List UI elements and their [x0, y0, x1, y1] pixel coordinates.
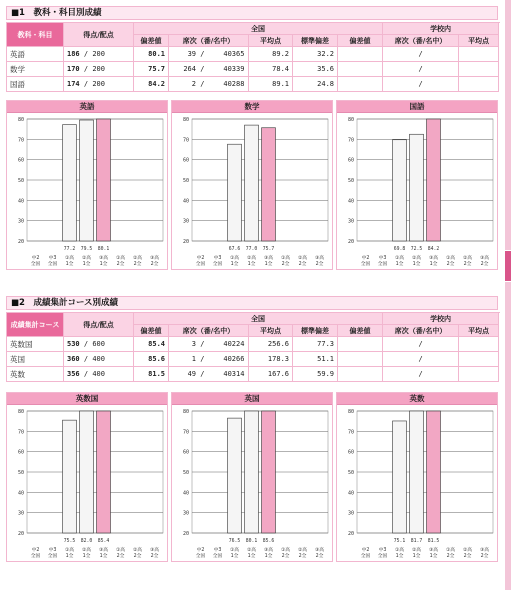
- bar: [427, 411, 441, 533]
- x-tick-label: 中2: [361, 256, 370, 261]
- col-stddev: 標準偏差: [293, 325, 338, 337]
- row-name: 英数: [7, 367, 64, 382]
- x-tick-label: ③高: [428, 548, 439, 553]
- data-label: 82.0: [80, 539, 93, 544]
- x-tick-label: ②高: [411, 256, 422, 261]
- data-label: 79.5: [80, 247, 93, 252]
- row-deviation: 81.5: [134, 367, 169, 382]
- table-row: [7, 367, 499, 382]
- row-score: 186 / 200: [64, 47, 134, 62]
- row-name: 英国: [7, 352, 64, 367]
- y-tick-label: 30: [17, 510, 24, 517]
- y-tick-label: 80: [17, 409, 24, 415]
- x-tick-label: ②高: [462, 548, 473, 553]
- x-tick-label: 1全: [230, 262, 239, 267]
- chart-english: [6, 100, 168, 270]
- row-school-rank: /: [383, 337, 459, 352]
- bar: [245, 411, 259, 533]
- y-tick-label: 50: [17, 178, 24, 184]
- x-tick-label: 2全: [446, 262, 455, 267]
- y-tick-label: 70: [347, 429, 354, 436]
- row-deviation: 84.2: [134, 77, 169, 92]
- col-school-average: 平均点: [459, 35, 499, 47]
- x-tick-label: 2全: [116, 262, 125, 267]
- row-school-average: [459, 77, 499, 92]
- row-average: 178.3: [249, 352, 293, 367]
- bar: [63, 420, 77, 533]
- bar: [410, 411, 424, 533]
- chart-title: 英数: [337, 393, 497, 405]
- bar: [80, 411, 94, 533]
- x-tick-label: 全国: [30, 554, 41, 559]
- y-tick-label: 70: [347, 137, 354, 144]
- x-tick-label: ②高: [297, 548, 308, 553]
- x-tick-label: 2全: [281, 554, 290, 559]
- chart-title: 英語: [7, 101, 167, 113]
- x-tick-label: 1全: [247, 554, 256, 559]
- x-tick-label: 2全: [463, 554, 472, 559]
- section2-table: [6, 312, 499, 382]
- row-score: 360 / 400: [64, 352, 134, 367]
- row-score: 530 / 600: [64, 337, 134, 352]
- col-national: 全国: [134, 313, 383, 325]
- row-average: 78.4: [249, 62, 293, 77]
- row-stddev: 35.6: [293, 62, 338, 77]
- y-tick-label: 50: [347, 178, 354, 184]
- row-name: 国語: [7, 77, 64, 92]
- table-row: [7, 352, 499, 367]
- x-tick-label: 中2: [361, 548, 370, 553]
- x-tick-label: ②高: [411, 548, 422, 553]
- x-tick-label: 全国: [360, 554, 371, 559]
- x-tick-label: 中3: [48, 548, 57, 553]
- row-school-deviation: [338, 62, 383, 77]
- row-stddev: 51.1: [293, 352, 338, 367]
- chart-title: 数学: [172, 101, 332, 113]
- chart-title: 英国: [172, 393, 332, 405]
- row-school-average: [459, 352, 499, 367]
- x-tick-label: 2全: [116, 554, 125, 559]
- data-label: 75.5: [63, 539, 76, 544]
- y-tick-label: 60: [182, 449, 189, 456]
- data-label: 80.1: [97, 247, 110, 252]
- col-subject: 成績集計コース: [7, 313, 64, 337]
- x-tick-label: 2全: [480, 262, 489, 267]
- col-deviation: 偏差値: [134, 35, 169, 47]
- y-tick-label: 20: [17, 531, 24, 537]
- x-tick-label: 中2: [31, 256, 40, 261]
- bar: [228, 418, 242, 533]
- y-tick-label: 60: [17, 157, 24, 164]
- y-tick-label: 80: [347, 409, 354, 415]
- bar: [63, 125, 77, 241]
- x-tick-label: ①高: [445, 548, 456, 553]
- bar: [97, 119, 111, 241]
- x-tick-label: 2全: [446, 554, 455, 559]
- x-tick-label: 2全: [298, 554, 307, 559]
- col-school-deviation: 偏差値: [338, 325, 383, 337]
- x-tick-label: 中2: [196, 256, 205, 261]
- x-tick-label: 1全: [412, 554, 421, 559]
- row-stddev: 77.3: [293, 337, 338, 352]
- y-tick-label: 70: [182, 429, 189, 436]
- chart-eng-math-jpn: [6, 392, 168, 562]
- y-tick-label: 40: [347, 490, 354, 497]
- row-rank: 49 / 40314: [169, 367, 249, 382]
- bar: [393, 421, 407, 533]
- row-school-rank: /: [383, 62, 459, 77]
- col-stddev: 標準偏差: [293, 35, 338, 47]
- data-label: 81.5: [427, 539, 440, 544]
- y-tick-label: 40: [17, 490, 24, 497]
- bar: [427, 119, 441, 241]
- bar: [410, 134, 424, 241]
- col-rank: 席次（番/名中）: [169, 325, 249, 337]
- x-tick-label: ②高: [132, 256, 143, 261]
- x-tick-label: 1全: [65, 554, 74, 559]
- x-tick-label: 1全: [429, 262, 438, 267]
- table-row: [7, 337, 499, 352]
- y-tick-label: 40: [182, 490, 189, 497]
- x-tick-label: ③高: [428, 256, 439, 261]
- y-tick-label: 30: [182, 218, 189, 225]
- y-tick-label: 50: [182, 470, 189, 476]
- row-average: 89.1: [249, 77, 293, 92]
- table-row: [7, 47, 499, 62]
- data-label: 85.4: [97, 539, 110, 544]
- data-label: 85.6: [262, 539, 275, 544]
- x-tick-label: ①高: [115, 548, 126, 553]
- section2-title: ■2 成績集計コース別成績: [11, 298, 119, 308]
- x-tick-label: ②高: [81, 256, 92, 261]
- y-tick-label: 50: [17, 470, 24, 476]
- x-tick-label: ②高: [81, 548, 92, 553]
- row-school-deviation: [338, 47, 383, 62]
- x-tick-label: 1全: [395, 262, 404, 267]
- x-tick-label: 中3: [48, 256, 57, 261]
- row-name: 英数国: [7, 337, 64, 352]
- x-tick-label: 2全: [150, 262, 159, 267]
- y-tick-label: 70: [17, 429, 24, 436]
- y-tick-label: 20: [182, 239, 189, 245]
- row-deviation: 85.6: [134, 352, 169, 367]
- x-tick-label: 1全: [230, 554, 239, 559]
- row-rank: 1 / 40266: [169, 352, 249, 367]
- right-edge-strip: [505, 0, 511, 250]
- x-tick-label: 中2: [31, 548, 40, 553]
- row-stddev: 32.2: [293, 47, 338, 62]
- y-tick-label: 80: [17, 117, 24, 123]
- row-average: 167.6: [249, 367, 293, 382]
- row-name: 数学: [7, 62, 64, 77]
- x-tick-label: 全国: [47, 262, 58, 267]
- data-label: 72.5: [410, 247, 423, 252]
- x-tick-label: 全国: [30, 262, 41, 267]
- col-deviation: 偏差値: [134, 325, 169, 337]
- row-school-deviation: [338, 337, 383, 352]
- chart-title: 国語: [337, 101, 497, 113]
- x-tick-label: 1全: [264, 554, 273, 559]
- x-tick-label: 2全: [463, 262, 472, 267]
- x-tick-label: 1全: [395, 554, 404, 559]
- x-tick-label: ①高: [115, 256, 126, 261]
- row-rank: 39 / 40365: [169, 47, 249, 62]
- section2-heading: [6, 296, 498, 310]
- y-tick-label: 70: [17, 137, 24, 144]
- y-tick-label: 20: [182, 531, 189, 537]
- y-tick-label: 40: [182, 198, 189, 205]
- row-deviation: 80.1: [134, 47, 169, 62]
- y-tick-label: 20: [347, 531, 354, 537]
- section1-table: [6, 22, 499, 92]
- chart-eng-jpn: [171, 392, 333, 562]
- bar: [262, 128, 276, 241]
- row-school-rank: /: [383, 77, 459, 92]
- row-school-deviation: [338, 77, 383, 92]
- y-tick-label: 60: [347, 157, 354, 164]
- data-label: 77.0: [245, 247, 258, 252]
- y-tick-label: 40: [347, 198, 354, 205]
- y-tick-label: 20: [347, 239, 354, 245]
- data-label: 76.5: [228, 539, 241, 544]
- x-tick-label: 全国: [47, 554, 58, 559]
- bar: [262, 411, 276, 533]
- y-tick-label: 30: [347, 218, 354, 225]
- x-tick-label: ①高: [64, 548, 75, 553]
- x-tick-label: 中3: [378, 256, 387, 261]
- x-tick-label: 2全: [281, 262, 290, 267]
- row-deviation: 75.7: [134, 62, 169, 77]
- x-tick-label: ③高: [149, 548, 160, 553]
- col-average: 平均点: [249, 35, 293, 47]
- x-tick-label: 全国: [195, 262, 206, 267]
- y-tick-label: 30: [182, 510, 189, 517]
- col-rank: 席次（番/名中）: [169, 35, 249, 47]
- x-tick-label: 中2: [196, 548, 205, 553]
- row-score: 170 / 200: [64, 62, 134, 77]
- y-tick-label: 30: [17, 218, 24, 225]
- col-subject: 教科・科目: [7, 23, 64, 47]
- y-tick-label: 50: [182, 178, 189, 184]
- y-tick-label: 40: [17, 198, 24, 205]
- x-tick-label: ②高: [132, 548, 143, 553]
- row-rank: 2 / 40288: [169, 77, 249, 92]
- bar: [228, 144, 242, 241]
- row-school-average: [459, 62, 499, 77]
- table-row: [7, 62, 499, 77]
- x-tick-label: 1全: [82, 554, 91, 559]
- bar: [245, 125, 259, 241]
- data-label: 75.7: [262, 247, 275, 252]
- x-tick-label: 1全: [65, 262, 74, 267]
- y-tick-label: 30: [347, 510, 354, 517]
- row-name: 英語: [7, 47, 64, 62]
- x-tick-label: ③高: [479, 256, 490, 261]
- x-tick-label: ③高: [314, 548, 325, 553]
- x-tick-label: ①高: [229, 548, 240, 553]
- x-tick-label: ①高: [64, 256, 75, 261]
- data-label: 81.7: [410, 539, 423, 544]
- x-tick-label: ③高: [479, 548, 490, 553]
- x-tick-label: 全国: [212, 554, 223, 559]
- col-school: 学校内: [383, 23, 499, 35]
- data-label: 84.2: [427, 247, 440, 252]
- x-tick-label: 中3: [213, 548, 222, 553]
- y-tick-label: 80: [182, 117, 189, 123]
- row-school-average: [459, 367, 499, 382]
- row-stddev: 24.8: [293, 77, 338, 92]
- x-tick-label: ①高: [394, 548, 405, 553]
- x-tick-label: 2全: [315, 262, 324, 267]
- x-tick-label: ③高: [149, 256, 160, 261]
- x-tick-label: ①高: [280, 256, 291, 261]
- y-tick-label: 50: [347, 470, 354, 476]
- x-tick-label: 2全: [480, 554, 489, 559]
- col-school-rank: 席次（番/名中）: [383, 325, 459, 337]
- x-tick-label: ①高: [229, 256, 240, 261]
- chart-math: [171, 100, 333, 270]
- data-label: 69.8: [393, 247, 406, 252]
- row-average: 256.6: [249, 337, 293, 352]
- y-tick-label: 60: [182, 157, 189, 164]
- y-tick-label: 60: [17, 449, 24, 456]
- col-school-average: 平均点: [459, 325, 499, 337]
- chart-eng-math: [336, 392, 498, 562]
- col-score: 得点/配点: [64, 313, 134, 337]
- x-tick-label: 2全: [133, 554, 142, 559]
- chart-japanese: [336, 100, 498, 270]
- x-tick-label: 2全: [150, 554, 159, 559]
- row-deviation: 85.4: [134, 337, 169, 352]
- row-school-rank: /: [383, 47, 459, 62]
- x-tick-label: ②高: [246, 548, 257, 553]
- row-school-deviation: [338, 367, 383, 382]
- x-tick-label: 全国: [360, 262, 371, 267]
- row-school-rank: /: [383, 352, 459, 367]
- y-tick-label: 80: [182, 409, 189, 415]
- bar: [97, 411, 111, 533]
- y-tick-label: 60: [347, 449, 354, 456]
- table-row: [7, 77, 499, 92]
- x-tick-label: ③高: [263, 256, 274, 261]
- x-tick-label: 1全: [82, 262, 91, 267]
- x-tick-label: 1全: [99, 262, 108, 267]
- x-tick-label: 2全: [298, 262, 307, 267]
- x-tick-label: ①高: [445, 256, 456, 261]
- x-tick-label: 全国: [377, 262, 388, 267]
- row-stddev: 59.9: [293, 367, 338, 382]
- section1-title: ■1 教科・科目別成績: [11, 8, 102, 18]
- x-tick-label: ①高: [280, 548, 291, 553]
- x-tick-label: 1全: [429, 554, 438, 559]
- y-tick-label: 80: [347, 117, 354, 123]
- row-school-deviation: [338, 352, 383, 367]
- row-score: 356 / 400: [64, 367, 134, 382]
- data-label: 67.6: [228, 247, 241, 252]
- col-school-rank: 席次（番/名中）: [383, 35, 459, 47]
- x-tick-label: 全国: [195, 554, 206, 559]
- bar: [80, 120, 94, 241]
- row-school-average: [459, 337, 499, 352]
- col-school: 学校内: [383, 313, 499, 325]
- row-rank: 3 / 40224: [169, 337, 249, 352]
- x-tick-label: ①高: [394, 256, 405, 261]
- x-tick-label: ③高: [314, 256, 325, 261]
- x-tick-label: 1全: [99, 554, 108, 559]
- right-edge-marker: [505, 251, 511, 281]
- x-tick-label: ②高: [297, 256, 308, 261]
- col-school-deviation: 偏差値: [338, 35, 383, 47]
- y-tick-label: 70: [182, 137, 189, 144]
- col-average: 平均点: [249, 325, 293, 337]
- x-tick-label: ②高: [462, 256, 473, 261]
- right-edge-strip-lower: [505, 282, 511, 590]
- x-tick-label: ③高: [98, 256, 109, 261]
- x-tick-label: ③高: [263, 548, 274, 553]
- data-label: 77.2: [63, 247, 76, 252]
- x-tick-label: 2全: [133, 262, 142, 267]
- x-tick-label: 1全: [412, 262, 421, 267]
- data-label: 75.1: [393, 539, 406, 544]
- data-label: 80.1: [245, 539, 258, 544]
- x-tick-label: 1全: [247, 262, 256, 267]
- x-tick-label: ③高: [98, 548, 109, 553]
- x-tick-label: 全国: [377, 554, 388, 559]
- x-tick-label: 全国: [212, 262, 223, 267]
- y-tick-label: 20: [17, 239, 24, 245]
- x-tick-label: 2全: [315, 554, 324, 559]
- section1-heading: [6, 6, 498, 20]
- col-score: 得点/配点: [64, 23, 134, 47]
- row-score: 174 / 200: [64, 77, 134, 92]
- col-national: 全国: [134, 23, 383, 35]
- row-average: 89.2: [249, 47, 293, 62]
- x-tick-label: ②高: [246, 256, 257, 261]
- row-school-average: [459, 47, 499, 62]
- row-school-rank: /: [383, 367, 459, 382]
- x-tick-label: 中3: [213, 256, 222, 261]
- chart-title: 英数国: [7, 393, 167, 405]
- x-tick-label: 中3: [378, 548, 387, 553]
- row-rank: 264 / 40339: [169, 62, 249, 77]
- bar: [393, 140, 407, 241]
- x-tick-label: 1全: [264, 262, 273, 267]
